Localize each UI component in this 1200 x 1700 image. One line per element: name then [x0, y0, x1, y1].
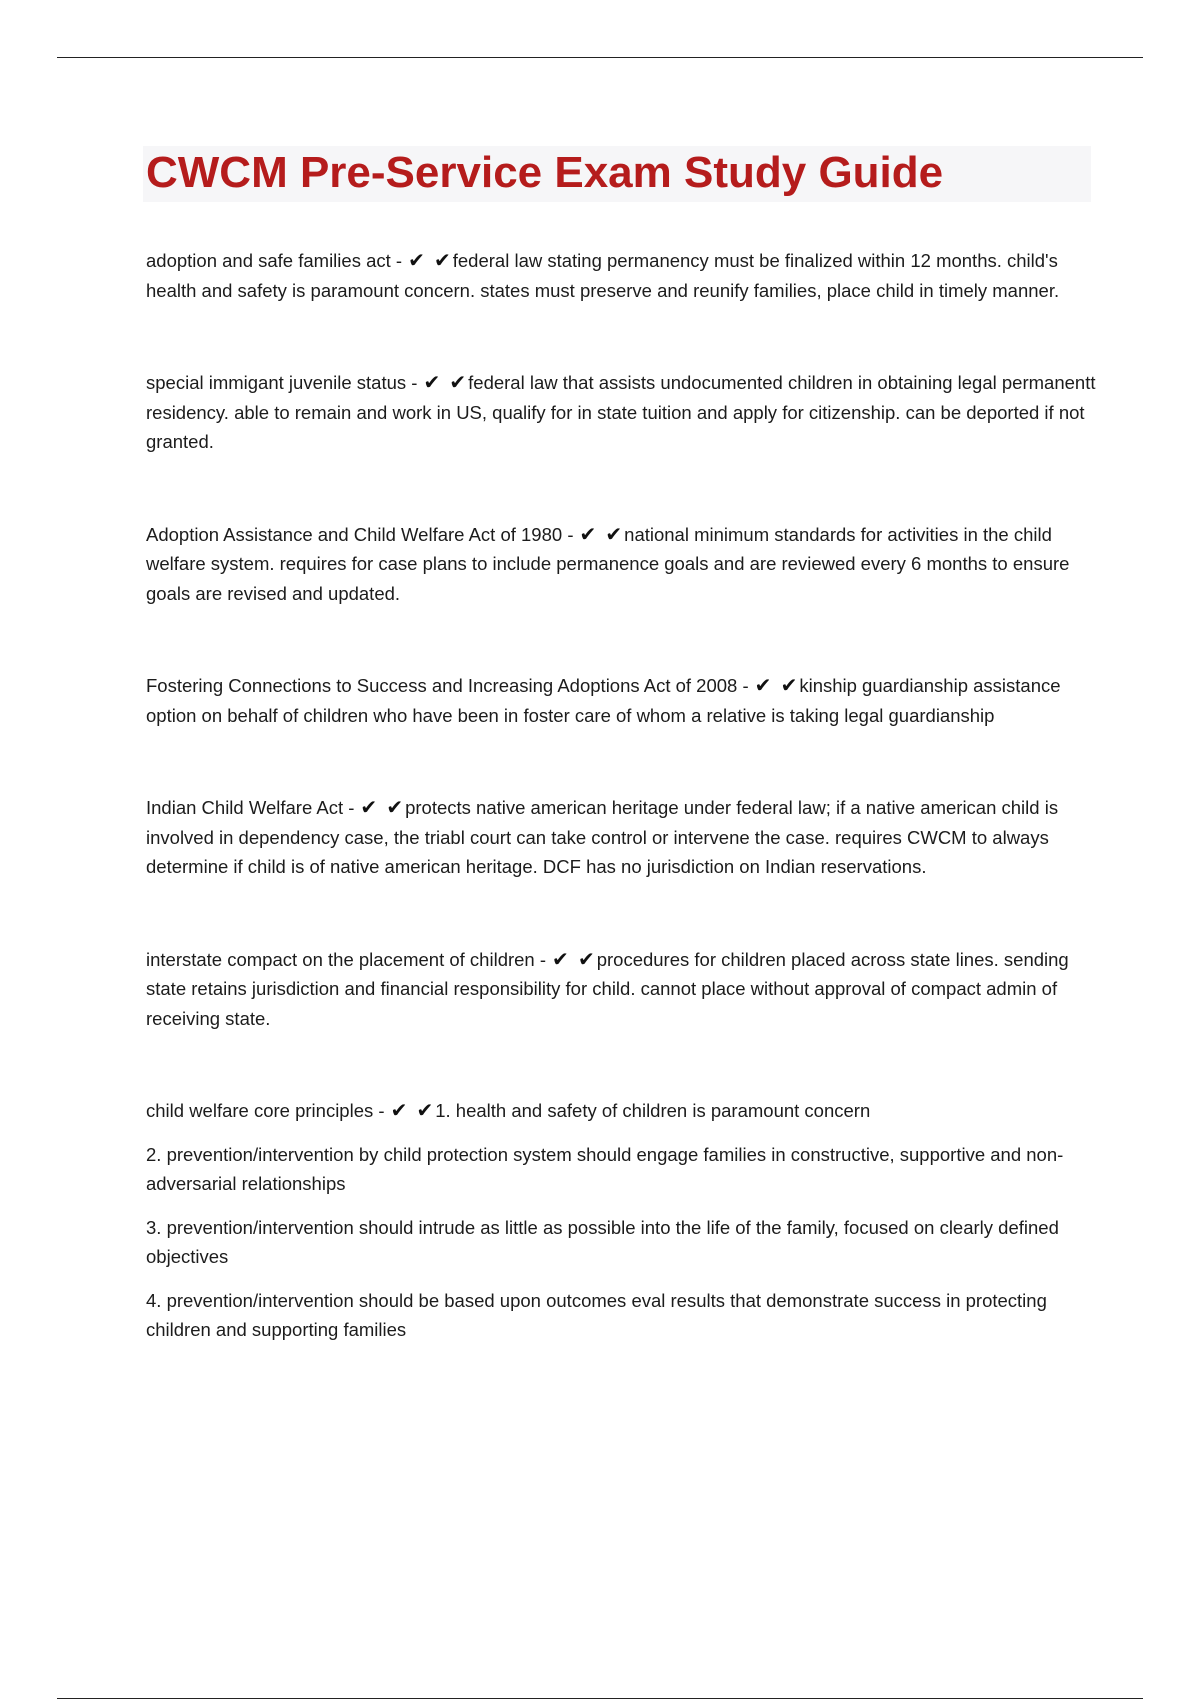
entry-separator: -: [378, 1100, 385, 1121]
checkmark-icon: ✔: [408, 248, 425, 272]
study-entries: [146, 246, 1096, 1408]
bottom-rule: [57, 1698, 1143, 1699]
entry-text: [146, 1096, 1096, 1126]
checkmark-icon: ✔: [360, 795, 378, 819]
entry-text: [146, 246, 1096, 305]
entry-indian-child-welfare-act: [146, 793, 1096, 882]
checkmark-icon: ✔: [605, 521, 623, 546]
entry-definition: national minimum standards for activities in the child welfare system. requires for case plans to include permanence goals and are reviewed every 6 months to ensure goals are revised and updated.: [146, 523, 1070, 604]
entry-term: special immigant juvenile status: [146, 372, 407, 393]
checkmark-icon: ✔: [552, 946, 569, 971]
checkmark-icon: ✔: [754, 673, 772, 697]
entry-separator: -: [539, 948, 547, 970]
entry-separator: -: [348, 797, 355, 818]
entry-term: Fostering Connections to Success and Increasing Adoptions Act of 2008: [146, 675, 738, 696]
entry-definition: protects native american heritage under federal law; if a native american child is involved in dependency case, the triabl court can take control or intervene the case. requires CWCM to always determine if child is of native american heritage. DCF has no jurisdiction on Indian reservations.: [146, 797, 1059, 877]
checkmark-icon: ✔: [416, 1098, 434, 1122]
entry-separator: -: [411, 372, 418, 393]
checkmark-icon: ✔: [433, 248, 451, 272]
principle-item: 4. prevention/intervention should be based upon outcomes eval results that demonstrate success in protecting children and supporting families: [146, 1289, 1047, 1340]
checkmark-icon: ✔: [449, 370, 467, 394]
entry-separator: -: [567, 523, 574, 545]
checkmark-icon: ✔: [390, 1098, 408, 1122]
entry-child-welfare-core-principles: [146, 1096, 1096, 1345]
entry-separator: -: [395, 250, 403, 271]
entry-definition: 1. health and safety of children is paramount concern: [435, 1100, 871, 1121]
entry-term: child welfare core principles: [146, 1100, 374, 1121]
top-rule: [57, 57, 1143, 58]
checkmark-icon: ✔: [579, 521, 597, 546]
entry-term: Adoption Assistance and Child Welfare Act of 1980: [146, 523, 563, 545]
entry-text: [146, 793, 1096, 882]
entry-definition: kinship guardianship assistance option on behalf of children who have been in foster care of whom a relative is taking legal guardianship: [146, 675, 1061, 726]
entry-text: [146, 368, 1096, 457]
entry-text: [146, 671, 1096, 730]
entry-text: [146, 945, 1096, 1034]
entry-definition: procedures for children placed across state lines. sending state retains jurisdiction and financial responsibility for child. cannot place without approval of compact admin of receiving state.: [146, 948, 1069, 1029]
entry-term: Indian Child Welfare Act: [146, 797, 344, 818]
entry-definition: federal law stating permanency must be finalized within 12 months. child's health and safety is paramount concern. states must preserve and reunify families, place child in timely manner.: [146, 250, 1060, 301]
document-title: CWCM Pre-Service Exam Study Guide: [146, 148, 944, 197]
entry-text: [146, 520, 1096, 609]
entry-special-immigrant-juvenile-status: [146, 368, 1096, 457]
principle-item: 3. prevention/intervention should intrude as little as possible into the life of the family, focused on clearly defined objectives: [146, 1216, 1059, 1267]
entry-fostering-connections-act-2008: [146, 671, 1096, 730]
checkmark-icon: ✔: [780, 673, 798, 697]
checkmark-icon: ✔: [423, 370, 441, 394]
entry-term: adoption and safe families act: [146, 250, 391, 271]
entry-term: interstate compact on the placement of children: [146, 948, 535, 970]
entry-adoption-assistance-act-1980: [146, 520, 1096, 609]
checkmark-icon: ✔: [577, 946, 595, 971]
entry-adoption-safe-families-act: [146, 246, 1096, 305]
checkmark-icon: ✔: [386, 795, 404, 819]
principle-item: 2. prevention/intervention by child protection system should engage families in constructive, supportive and non-adversarial relationships: [146, 1143, 1064, 1194]
entry-interstate-compact: [146, 945, 1096, 1034]
entry-definition: federal law that assists undocumented children in obtaining legal permanentt residency. able to remain and work in US, qualify for in state tuition and apply for citizenship. can be deported if not granted.: [146, 372, 1096, 452]
entry-separator: -: [742, 675, 749, 696]
